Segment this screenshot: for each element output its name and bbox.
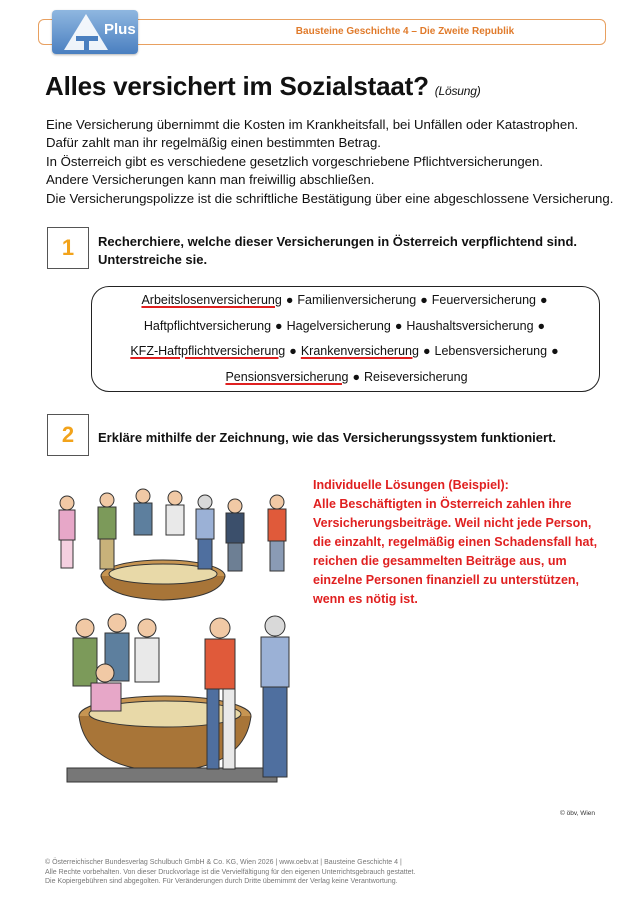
task1-line2: Unterstreiche sie. xyxy=(98,252,208,267)
task2-number: 2 xyxy=(61,422,75,447)
task1-instruction xyxy=(98,233,577,269)
insurance-row xyxy=(92,319,601,333)
task1-number-box xyxy=(47,227,89,269)
answer-text xyxy=(313,476,603,609)
bullet: ● xyxy=(352,370,361,384)
footer xyxy=(45,858,605,887)
intro-line: Die Versicherungspolizze ist die schriftliche Bestätigung über eine abgeschlossene Versicherung. xyxy=(46,190,614,206)
insurance-item: Haushaltsversicherung xyxy=(406,319,534,333)
insurance-item: Haftpflichtversicherung xyxy=(143,319,272,333)
task1-line1: Recherchiere, welche dieser Versicherungen in Österreich verpflichtend sind. xyxy=(98,234,578,249)
bullet: ● xyxy=(289,344,297,358)
intro-line: In Österreich gibt es verschiedene gesetzlich vorgeschriebene Pflichtversicherungen. xyxy=(46,153,543,169)
answer-line: einzelne Personen finanziell zu unterstützen, xyxy=(313,573,580,587)
answer-line: wenn es nötig ist. xyxy=(313,592,418,606)
intro-line: Dafür zahlt man ihr regelmäßig einen bestimmten Betrag. xyxy=(46,135,381,151)
insurance-item: Lebensversicherung xyxy=(434,344,548,358)
illustration-drawing xyxy=(45,478,307,803)
insurance-item-underlined: Krankenversicherung xyxy=(300,344,419,358)
insurance-item-underlined: Arbeitslosenversicherung xyxy=(141,293,282,307)
insurance-item: Hagelversicherung xyxy=(286,319,391,333)
bullet: ● xyxy=(537,319,546,333)
answer-line: Alle Beschäftigten in Österreich zahlen ihre xyxy=(313,497,572,511)
bullet: ● xyxy=(285,293,294,307)
image-credit: © öbv, Wien xyxy=(560,810,596,817)
intro-text xyxy=(46,116,614,208)
insurance-list-box xyxy=(91,286,600,392)
page-title xyxy=(45,71,481,102)
header-title: Bausteine Geschichte 4 – Die Zweite Republik xyxy=(295,26,515,37)
page-title-sub: (Lösung) xyxy=(434,84,481,98)
logo-plus-text: Plus xyxy=(104,21,136,38)
answer-line: Versicherungsbeiträge. Weil nicht jede Person, xyxy=(313,516,592,530)
task2-instruction: Erkläre mithilfe der Zeichnung, wie das Versicherungssystem funktioniert. xyxy=(98,430,557,445)
intro-line: Andere Versicherungen kann man freiwillig abschließen. xyxy=(46,172,375,188)
task1-number: 1 xyxy=(61,235,75,260)
insurance-item: Familienversicherung xyxy=(297,293,417,307)
insurance-item: Feuerversicherung xyxy=(431,293,536,307)
answer-line: die einzahlt, regelmäßig einen Schadensfall hat, xyxy=(313,535,598,549)
footer-line: © Österreichischer Bundesverlag Schulbuch GmbH & Co. KG, Wien 2026 | www.oebv.at | Bausteine Geschichte 4 | xyxy=(45,859,402,866)
bullet: ● xyxy=(422,344,431,358)
bullet: ● xyxy=(551,344,559,358)
footer-line: Alle Rechte vorbehalten. Von dieser Druckvorlage ist die Vervielfältigung für den eigenen Unterrichtsgebrauch gestattet. xyxy=(45,868,416,876)
answer-line: reichen die gesammelten Beiträge aus, um xyxy=(313,554,567,568)
insurance-item: Reiseversicherung xyxy=(364,370,468,384)
intro-line: Eine Versicherung übernimmt die Kosten im Krankheitsfall, bei Unfällen oder Katastrophen. xyxy=(46,117,579,132)
bullet: ● xyxy=(394,319,403,333)
insurance-system-illustration xyxy=(45,478,307,803)
bullet: ● xyxy=(275,319,283,333)
answer-line: Individuelle Lösungen (Beispiel): xyxy=(313,478,509,492)
insurance-item-underlined: Pensionsversicherung xyxy=(225,370,349,384)
bullet: ● xyxy=(539,293,548,307)
insurance-item-underlined: KFZ-Haftpflichtversicherung xyxy=(130,344,286,358)
footer-line: Die Kopiergebühren sind abgegolten. Für Veränderungen durch Dritte übernimmt der Verlag keine Verantwortung. xyxy=(45,878,398,885)
insurance-row xyxy=(92,293,601,307)
insurance-row xyxy=(92,344,601,358)
page-title-main: Alles versichert im Sozialstaat? xyxy=(45,71,429,101)
task2-number-box xyxy=(47,414,89,456)
bullet: ● xyxy=(420,293,428,307)
insurance-row xyxy=(92,370,601,384)
